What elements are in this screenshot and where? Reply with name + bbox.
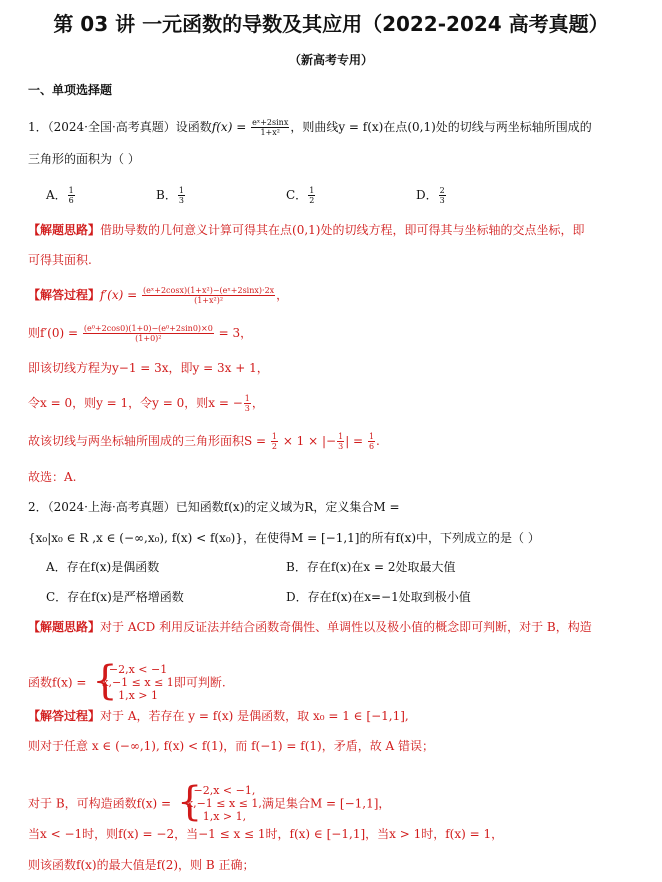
frac-numerator: 2	[439, 186, 445, 195]
frac-numerator: 1	[178, 186, 184, 195]
step-text: 故该切线与两坐标轴所围成的三角形面积S =	[28, 434, 270, 448]
page-title: 第 03 讲 一元函数的导数及其应用（2022-2024 高考真题）	[53, 12, 609, 36]
step-fraction	[244, 394, 251, 413]
q1-option-d[interactable]	[416, 186, 447, 205]
q1-process-line1	[28, 286, 288, 305]
step-text: 则f′(0) =	[28, 326, 82, 340]
idea-tag: 【解题思路】	[28, 620, 101, 634]
piecewise-row: −2,x < −1,	[193, 784, 256, 797]
frac-denominator: 6	[68, 196, 74, 205]
step-fraction	[368, 432, 375, 451]
q2-process-line3	[28, 779, 391, 825]
q1-stem-line2: 三角形的面积为（ ）	[28, 152, 140, 166]
q2-process-line2: 则对于任意 x ∈ (−∞,1), f(x) < f(1)，而 f(−1) = f(1)，矛盾，故 A 错误；	[28, 739, 435, 753]
idea-tag: 【解题思路】	[28, 223, 101, 237]
piecewise-row: 1,x > 1	[118, 689, 158, 702]
derivative-name: f′(x) =	[100, 288, 141, 302]
q2-process-line4: 当x < −1时，则f(x) = −2，当−1 ≤ x ≤ 1时，f(x) ∈ [−1,1]，当x > 1时，f(x) = 1，	[28, 827, 504, 841]
brace-icon: {	[176, 779, 203, 825]
q2-option-b[interactable]: B．存在f(x)在x = 2处取最大值	[286, 560, 456, 574]
frac-numerator: (e⁰+2cos0)(1+0)−(e⁰+2sin0)×0	[83, 324, 213, 333]
q2-process-line1	[28, 708, 409, 724]
q2-process-line5: 则该函数f(x)的最大值是f(2)，则 B 正确；	[28, 858, 255, 872]
q2-idea-line1	[28, 619, 592, 635]
option-label: B．	[156, 188, 177, 202]
q1-function-name: f(x) =	[211, 120, 251, 134]
q1-option-b[interactable]	[156, 186, 186, 205]
q2-idea-line2	[28, 658, 226, 704]
q1-function-fraction	[251, 118, 289, 137]
q2-option-d[interactable]: D．存在f(x)在x=−1处取到极小值	[286, 590, 471, 604]
frac-numerator: (eˣ+2cosx)(1+x²)−(eˣ+2sinx)·2x	[143, 286, 275, 295]
frac-numerator: 1	[368, 432, 375, 441]
process-text-tail: 满足集合M = [−1,1]，	[261, 796, 391, 811]
q1-process-line3: 即该切线方程为y−1 = 3x，即y = 3x + 1，	[28, 361, 269, 375]
punctuation: ，	[276, 288, 289, 302]
frac-denominator: 1+x²	[260, 128, 280, 137]
frac-numerator: 1	[68, 186, 74, 195]
q2-stem-line1: 2．（2024·上海·高考真题）已知函数f(x)的定义域为R，定义集合M =	[28, 500, 400, 514]
q2-option-a[interactable]: A．存在f(x)是偶函数	[46, 560, 160, 574]
derivative-fraction	[142, 286, 275, 305]
q1-idea-line2: 可得其面积.	[28, 253, 92, 267]
q1-process-line5	[28, 432, 380, 451]
process-text: 对于 A，若存在 y = f(x) 是偶函数，取 x₀ = 1 ∈ [−1,1],	[100, 709, 409, 723]
frac-numerator: 1	[244, 394, 250, 403]
q1-stem-text: 1．（2024·全国·高考真题）设函数	[28, 120, 212, 134]
frac-numerator: 1	[338, 432, 344, 441]
step-text: | =	[345, 434, 367, 448]
piecewise-function	[176, 779, 262, 825]
step-text-tail: ，	[251, 396, 264, 410]
idea-text: 对于 ACD 利用反证法并结合函数奇偶性、单调性以及极小值的概念即可判断，对于 B，构造	[100, 620, 592, 634]
q1-option-c[interactable]	[286, 186, 316, 205]
frac-numerator: 1	[271, 432, 277, 441]
piecewise-function	[92, 658, 174, 704]
q1-process-line2	[28, 324, 252, 343]
q1-answer: 故选：A.	[28, 470, 77, 484]
piecewise-row: 1,x > 1,	[202, 810, 247, 823]
piecewise-row: −2,x < −1	[108, 663, 168, 676]
q2-stem-line2: {x₀|x₀ ∈ R ,x ∈ (−∞,x₀), f(x) < f(x₀)}，在使得M = [−1,1]的所有f(x)中，下列成立的是（ ）	[28, 531, 540, 545]
option-fraction	[308, 186, 315, 205]
frac-numerator: 1	[309, 186, 315, 195]
idea-text-tail: 即可判断.	[173, 675, 226, 690]
frac-denominator: 3	[439, 196, 445, 205]
option-label: A．	[46, 188, 67, 202]
option-fraction	[439, 186, 446, 205]
process-tag: 【解答过程】	[28, 288, 101, 302]
frac-numerator: eˣ+2sinx	[252, 118, 289, 127]
piecewise-row: x,−1 ≤ x ≤ 1,	[186, 797, 262, 810]
q1-stem-line1	[28, 118, 592, 137]
frac-denominator: 3	[178, 196, 184, 205]
section-heading: 一、单项选择题	[28, 83, 113, 97]
process-text: 对于 B，可构造函数f(x) =	[28, 796, 175, 811]
frac-denominator: 3	[244, 404, 250, 413]
q1-stem-text-tail: ，则曲线y = f(x)在点(0,1)处的切线与两坐标轴所围成的	[290, 120, 592, 134]
piecewise-row: x,−1 ≤ x ≤ 1	[102, 676, 174, 689]
frac-denominator: (1+x²)²	[194, 296, 224, 305]
brace-icon: {	[92, 658, 118, 704]
option-label: C．	[286, 188, 308, 202]
step-text-tail: = 3，	[214, 326, 253, 340]
punctuation: .	[376, 434, 380, 448]
idea-text: 借助导数的几何意义计算可得其在点(0,1)处的切线方程，即可得其与坐标轴的交点坐标，即	[100, 223, 585, 237]
frac-denominator: 2	[271, 442, 277, 451]
step-fraction	[83, 324, 214, 343]
option-label: D．	[416, 188, 438, 202]
step-text: 令x = 0，则y = 1，令y = 0，则x = −	[28, 396, 243, 410]
frac-denominator: (1+0)²	[135, 334, 162, 343]
frac-denominator: 2	[309, 196, 315, 205]
step-text: × 1 × |−	[279, 434, 337, 448]
q1-process-line4	[28, 394, 264, 413]
piecewise-name: 函数f(x) =	[28, 675, 91, 690]
q2-option-c[interactable]: C．存在f(x)是严格增函数	[46, 590, 184, 604]
step-fraction	[271, 432, 278, 451]
step-fraction	[337, 432, 344, 451]
process-tag: 【解答过程】	[28, 709, 101, 723]
q1-option-a[interactable]	[46, 186, 76, 205]
q1-idea-line1	[28, 222, 584, 238]
page-subtitle: （新高考专用）	[288, 53, 373, 67]
frac-denominator: 3	[338, 442, 344, 451]
option-fraction	[68, 186, 75, 205]
frac-denominator: 6	[368, 442, 375, 451]
option-fraction	[178, 186, 185, 205]
